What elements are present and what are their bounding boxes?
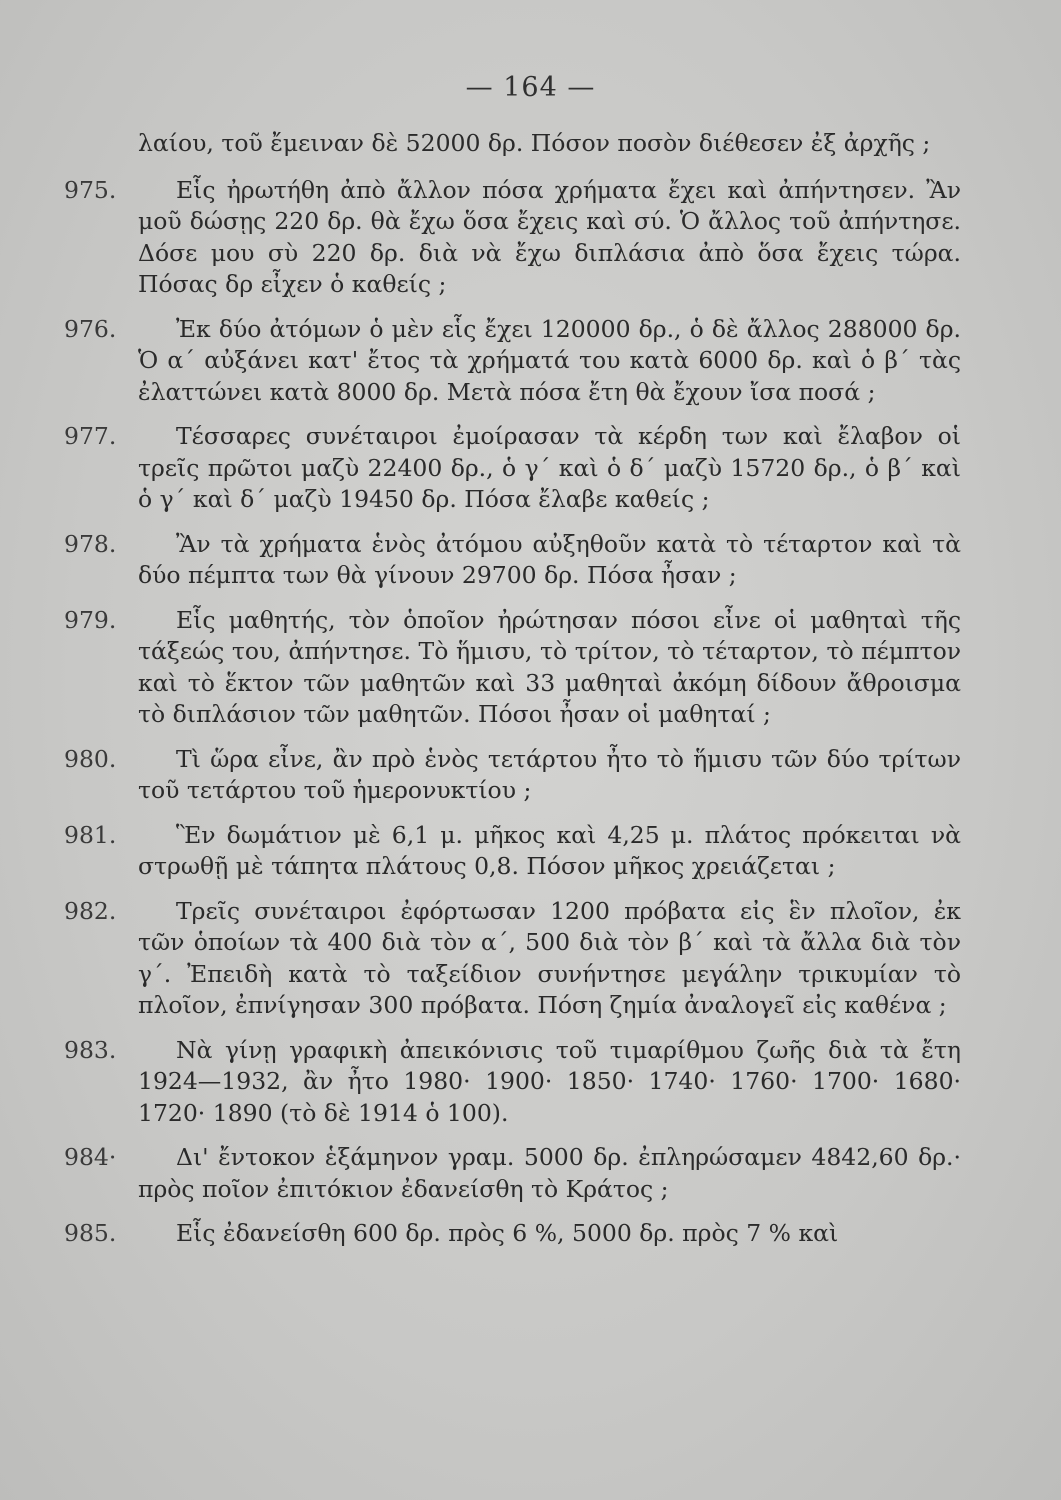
problem-977 [0, 421, 1061, 516]
problem-text: Ἂν τὰ χρήματα ἑνὸς ἀτόμου αὐξηθοῦν κατὰ τὸ τέταρτον καὶ τὰ δύο πέμπτα των θὰ γίνουν 29700 δρ. Πόσα ἦσαν ; [138, 529, 961, 589]
problem-number: 979. [64, 605, 117, 634]
page-body [0, 128, 1061, 1263]
problem-text: Τρεῖς συνέταιροι ἐφόρτωσαν 1200 πρόβατα εἰς ἓν πλοῖον, ἐκ τῶν ὁποίων τὰ 400 διὰ τὸν α΄, 500 διὰ τὸν β΄ καὶ τὰ ἄλλα διὰ τὸν γ΄. Ἐπειδὴ κατὰ τὸ ταξείδιον συνήντησε μεγάλην τρικυμίαν τὸ πλοῖον, ἐπνίγησαν 300 πρόβατα. Πόση ζημία ἀναλογεῖ εἰς καθένα ; [138, 896, 961, 1019]
problem-text: Εἷς μαθητής, τὸν ὁποῖον ἠρώτησαν πόσοι εἶνε οἱ μαθηταὶ τῆς τάξεώς του, ἀπήντησε. Τὸ ἥμισυ, τὸ τρίτον, τὸ τέταρτον, τὸ πέμπτον καὶ τὸ ἕκτον τῶν μαθητῶν καὶ 33 μαθηταὶ ἀκόμη δίδουν ἄθροισμα τὸ διπλάσιον τῶν μαθητῶν. Πόσοι ἦσαν οἱ μαθηταί ; [138, 605, 961, 728]
problem-number: 982. [64, 896, 117, 925]
problem-number: 983. [64, 1035, 117, 1064]
problem-981 [0, 820, 1061, 883]
problem-text: Ἓν δωμάτιον μὲ 6,1 μ. μῆκος καὶ 4,25 μ. πλάτος πρόκειται νὰ στρωθῇ μὲ τάπητα πλάτους 0,8. Πόσον μῆκος χρειάζεται ; [138, 820, 961, 880]
problem-979 [0, 605, 1061, 731]
problem-978 [0, 529, 1061, 592]
problem-number: 985. [64, 1219, 117, 1247]
problem-975 [0, 175, 1061, 301]
problem-text: Εἷς ἐδανείσθη 600 δρ. πρὸς 6 %, 5000 δρ. πρὸς 7 % καὶ [176, 1219, 839, 1247]
problem-number: 975. [64, 175, 117, 204]
problem-980 [0, 744, 1061, 807]
problem-number: 976. [64, 314, 117, 343]
problem-text: Δι' ἔντοκον ἑξάμηνον γραμ. 5000 δρ. ἐπληρώσαμεν 4842,60 δρ.· πρὸς ποῖον ἐπιτόκιον ἐδανείσθη τὸ Κράτος ; [138, 1143, 961, 1203]
problem-number: 981. [64, 820, 117, 849]
problem-985 [0, 1218, 1061, 1250]
problem-983 [0, 1035, 1061, 1130]
continuation-text: λαίου, τοῦ ἔμειναν δὲ 52000 δρ. Πόσον ποσὸν διέθεσεν ἐξ ἀρχῆς ; [138, 129, 931, 157]
problem-text: Νὰ γίνῃ γραφικὴ ἀπεικόνισις τοῦ τιμαρίθμου ζωῆς διὰ τὰ ἔτη 1924—1932, ἂν ἦτο 1980· 1900· 1850· 1740· 1760· 1700· 1680· 1720· 1890 (τὸ δὲ 1914 ὁ 100). [138, 1035, 961, 1127]
problem-number: 978. [64, 529, 117, 558]
problem-text: Τέσσαρες συνέταιροι ἐμοίρασαν τὰ κέρδη των καὶ ἔλαβον οἱ τρεῖς πρῶτοι μαζὺ 22400 δρ., ὁ γ΄ καὶ ὁ δ΄ μαζὺ 15720 δρ., ὁ β΄ καὶ ὁ γ΄ καὶ δ΄ μαζὺ 19450 δρ. Πόσα ἔλαβε καθείς ; [138, 422, 961, 513]
page-number: — 164 — [465, 72, 596, 103]
problem-text: Τὶ ὥρα εἶνε, ἂν πρὸ ἑνὸς τετάρτου ἦτο τὸ ἥμισυ τῶν δύο τρίτων τοῦ τετάρτου τοῦ ἡμερονυκτίου ; [138, 744, 961, 804]
problem-number: 984· [64, 1143, 117, 1171]
problem-976 [0, 314, 1061, 409]
problem-982 [0, 896, 1061, 1022]
problem-984 [0, 1142, 1061, 1205]
problem-number: 980. [64, 744, 117, 773]
problem-number: 977. [64, 422, 117, 450]
problem-text: Ἐκ δύο ἀτόμων ὁ μὲν εἷς ἔχει 120000 δρ., ὁ δὲ ἄλλος 288000 δρ. Ὁ α΄ αὐξάνει κατ' ἔτος τὰ χρήματά του κατὰ 6000 δρ. καὶ ὁ β΄ τὰς ἐλαττώνει κατὰ 8000 δρ. Μετὰ πόσα ἔτη θὰ ἔχουν ἴσα ποσά ; [138, 314, 961, 406]
problem-text: Εἷς ἠρωτήθη ἀπὸ ἄλλον πόσα χρήματα ἔχει καὶ ἀπήντησεν. Ἂν μοῦ δώσῃς 220 δρ. θὰ ἔχω ὅσα ἔχεις καὶ σύ. Ὁ ἄλλος τοῦ ἀπήντησε. Δόσε μου σὺ 220 δρ. διὰ νὰ ἔχω διπλάσια ἀπὸ ὅσα ἔχεις τώρα. Πόσας δρ εἶχεν ὁ καθείς ; [138, 175, 961, 298]
